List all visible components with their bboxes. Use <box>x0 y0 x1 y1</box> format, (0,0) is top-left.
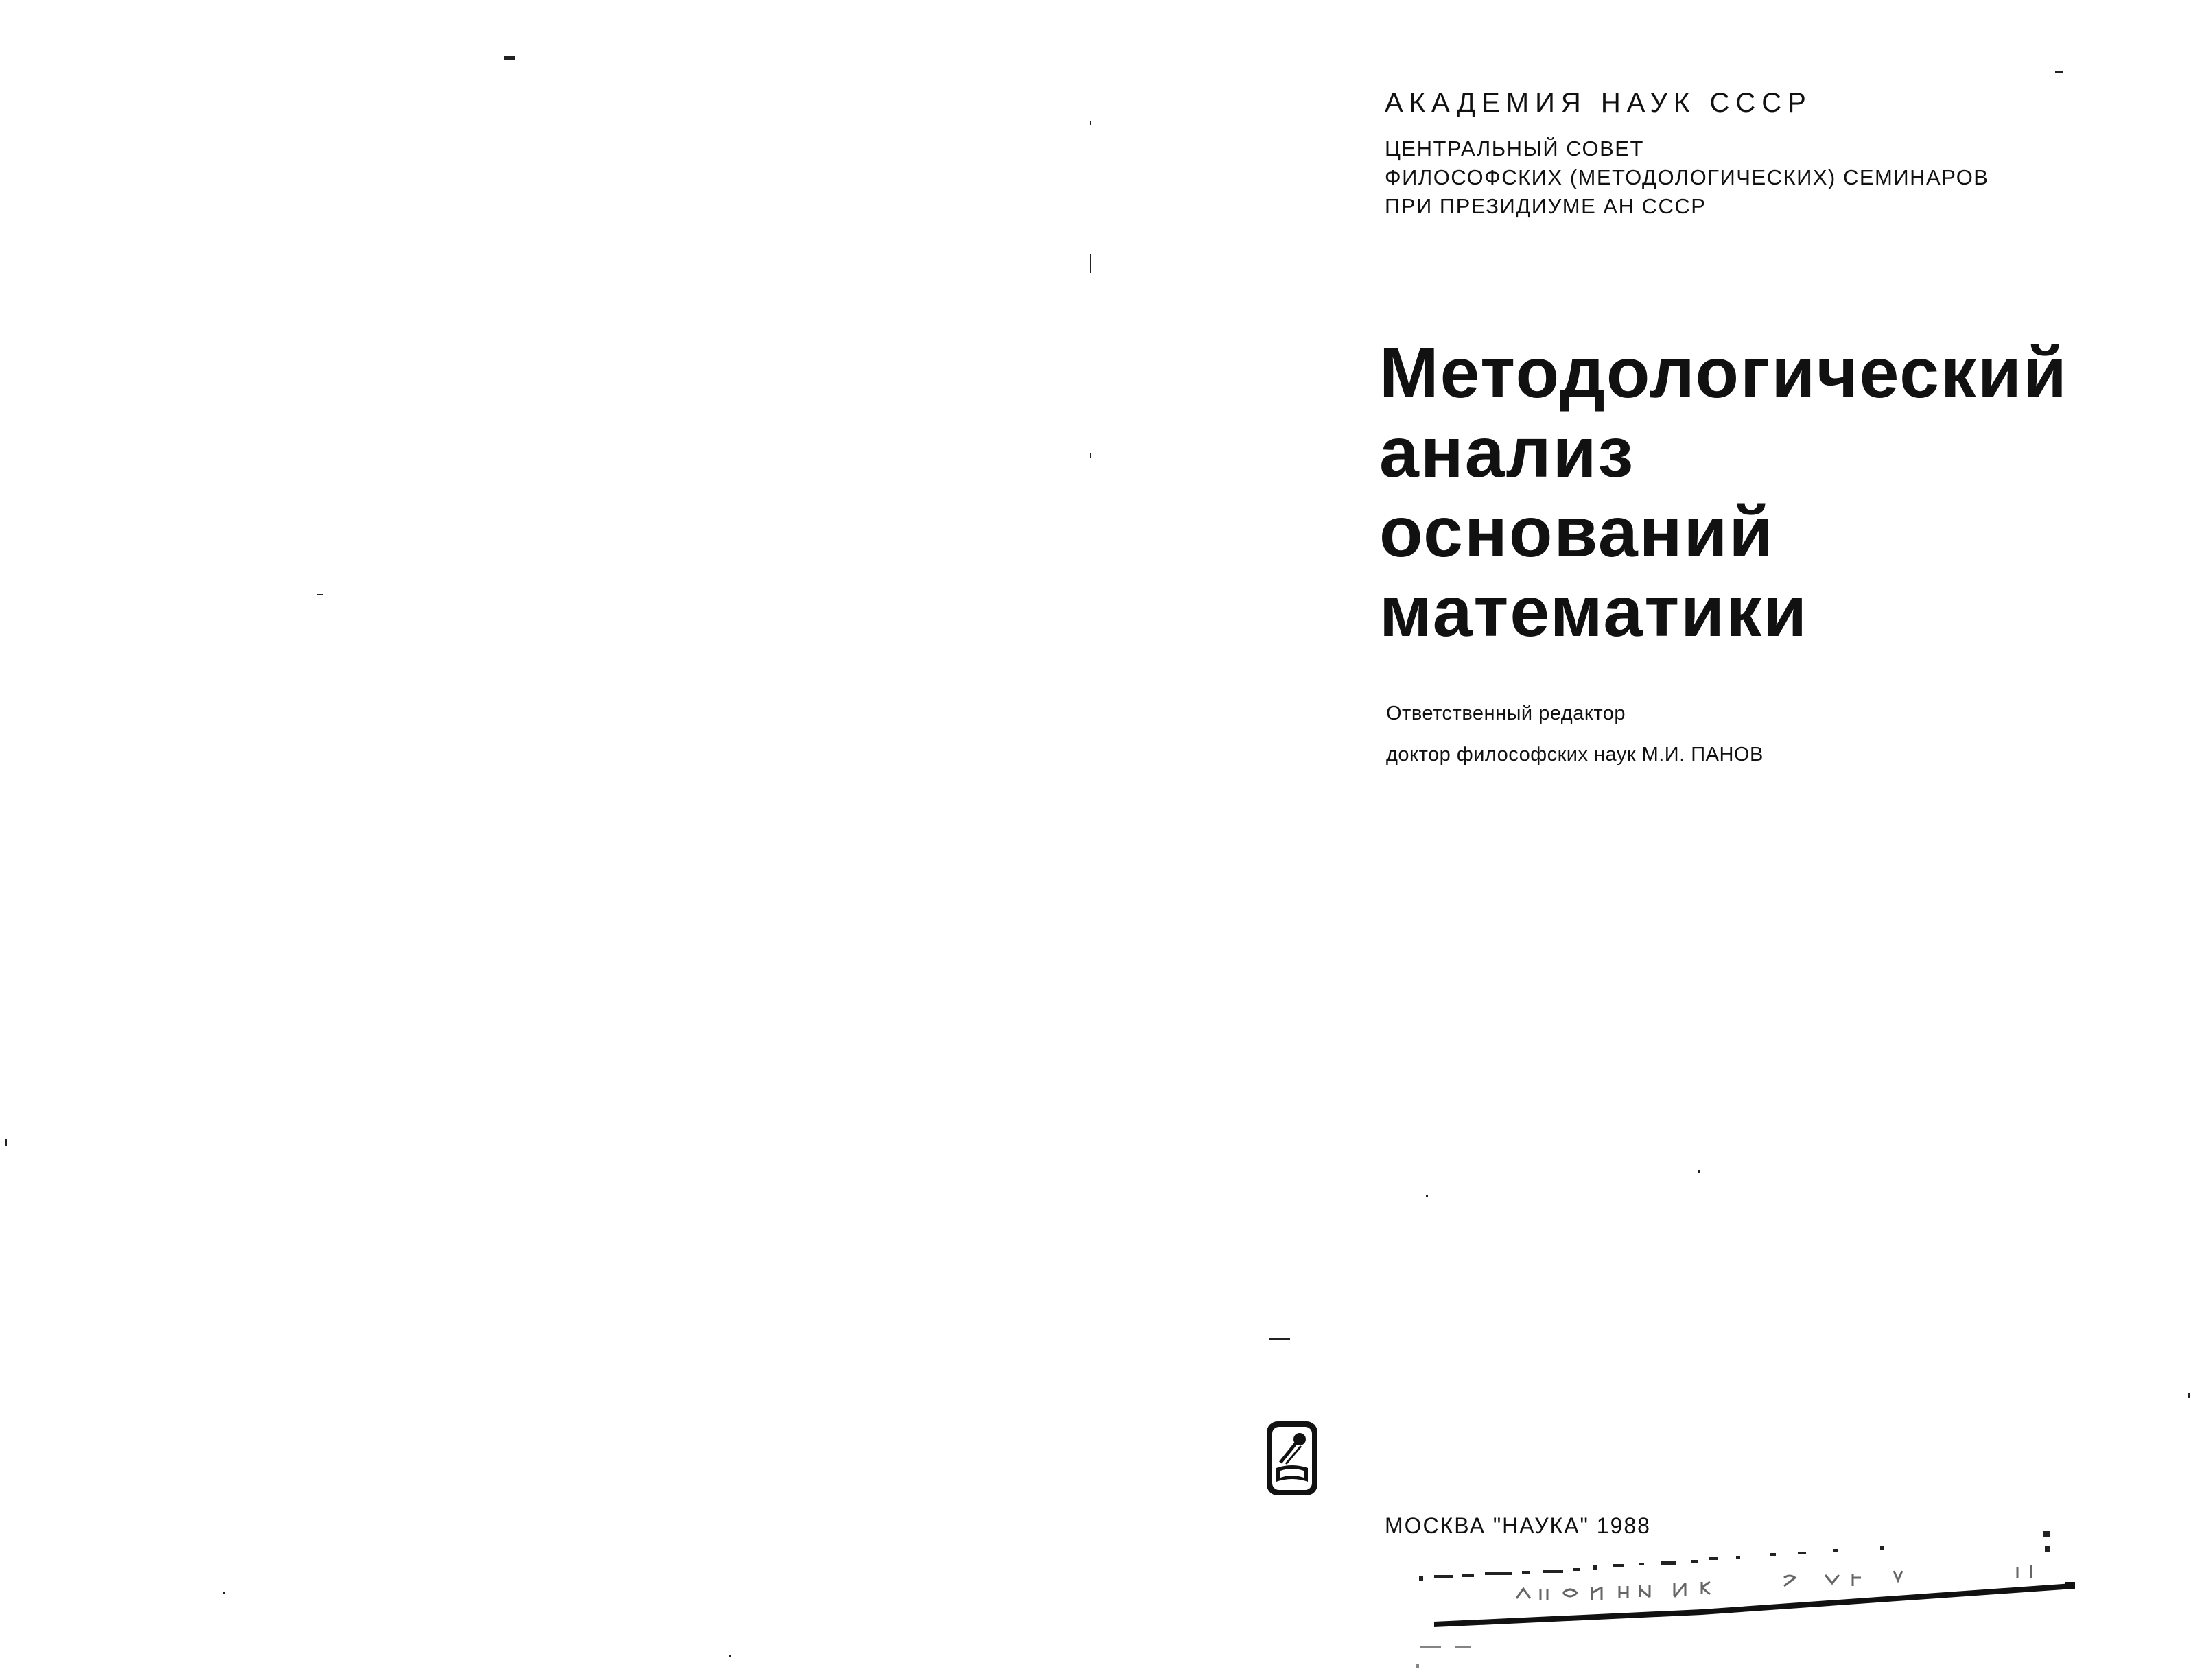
scan-speck <box>1269 1338 1290 1340</box>
title-line: математики <box>1379 572 1809 652</box>
scan-speck <box>2055 71 2063 73</box>
academy-heading: АКАДЕМИЯ НАУК СССР <box>1385 88 1812 118</box>
faded-library-stamp-icon <box>1414 1543 2079 1674</box>
title-page <box>1091 0 2191 1680</box>
council-block <box>1385 134 1989 221</box>
scan-speck <box>2188 1393 2190 1398</box>
editor-block <box>1386 693 1764 775</box>
title-line: Методологический <box>1379 333 2068 413</box>
scan-speck <box>5 1139 7 1146</box>
scan-speck <box>317 594 323 595</box>
council-line: ФИЛОСОФСКИХ (МЕТОДОЛОГИЧЕСКИХ) СЕМИНАРОВ <box>1385 165 1989 189</box>
scan-speck <box>1426 1195 1428 1197</box>
book-title <box>1379 333 2068 652</box>
editor-name: доктор философских наук М.И. ПАНОВ <box>1386 744 1764 766</box>
title-line: оснований <box>1379 493 1774 572</box>
scan-speck <box>504 56 515 60</box>
publisher-logo-icon <box>1264 1419 1320 1498</box>
imprint: МОСКВА "НАУКА" 1988 <box>1385 1513 1651 1538</box>
scan-speck <box>729 1655 731 1657</box>
scan-speck <box>2043 1531 2050 1537</box>
title-line: анализ <box>1379 413 1635 493</box>
editor-role: Ответственный редактор <box>1386 702 1626 724</box>
scan-speck <box>1698 1170 1700 1173</box>
blank-left-page <box>0 0 1091 1680</box>
council-line: ЦЕНТРАЛЬНЫЙ СОВЕТ <box>1385 137 1644 161</box>
council-line: ПРИ ПРЕЗИДИУМЕ АН СССР <box>1385 194 1707 218</box>
scan-speck <box>223 1592 225 1594</box>
